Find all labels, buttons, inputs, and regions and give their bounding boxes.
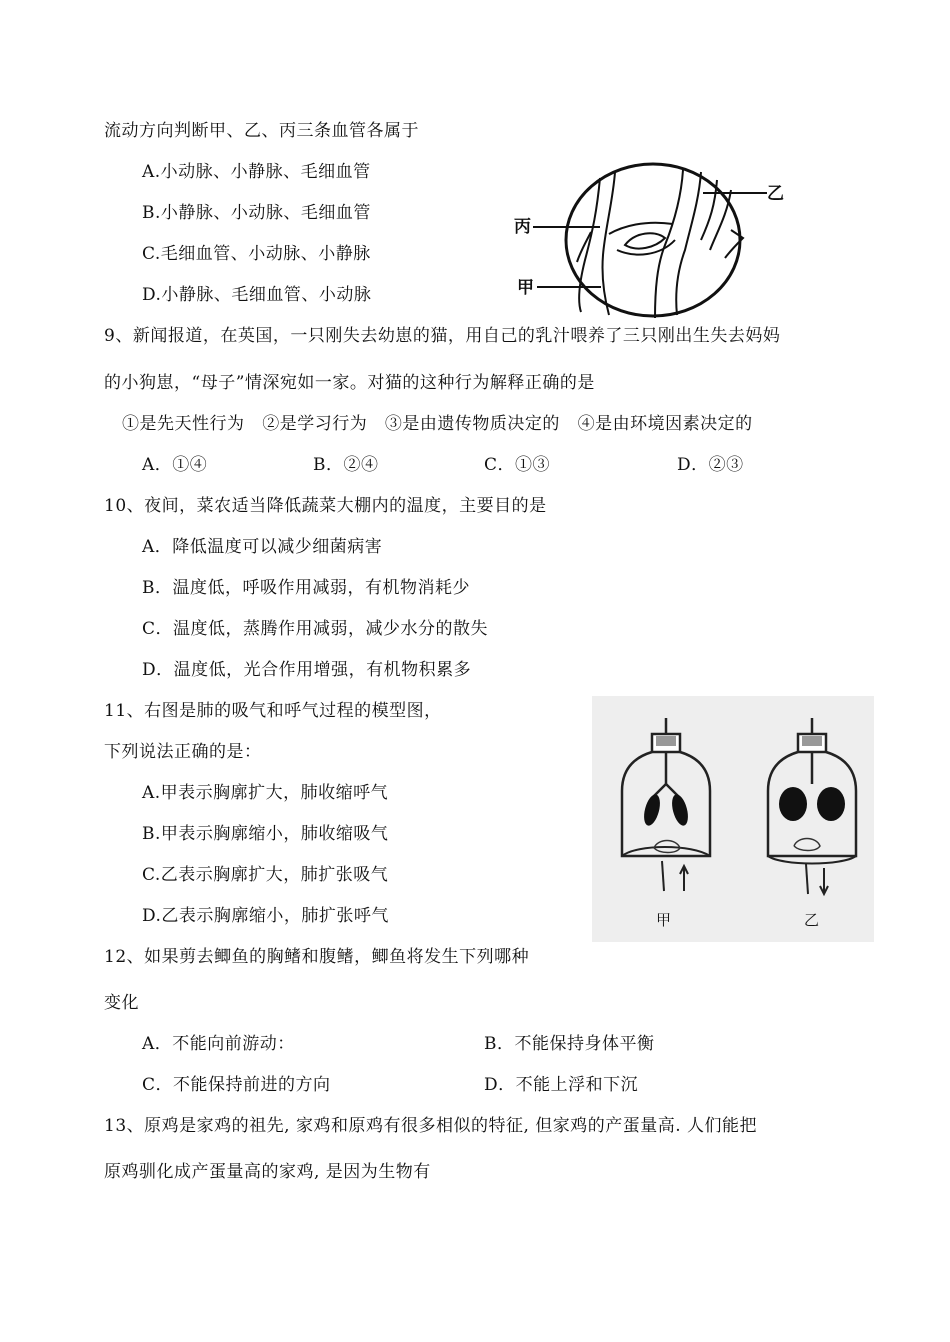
q9-statements: ①是先天性行为 ②是学习行为 ③是由遗传物质决定的 ④是由环境因素决定的 <box>122 414 753 434</box>
q12-option-c: C．不能保持前进的方向 <box>142 1075 331 1095</box>
q12-stem-line1: 12、如果剪去鲫鱼的胸鳍和腹鳍，鲫鱼将发生下列哪种 <box>104 947 530 967</box>
q11-option-a: A.甲表示胸廓扩大，肺收缩呼气 <box>142 783 389 803</box>
q9-option-c: C．①③ <box>484 455 551 475</box>
jar-yi <box>768 718 856 856</box>
lung-model-drawing <box>592 696 874 942</box>
q12-option-d: D．不能上浮和下沉 <box>484 1075 639 1095</box>
q9-stem-line2: 的小狗崽，“母子”情深宛如一家。对猫的这种行为解释正确的是 <box>104 373 595 393</box>
q11-option-c: C.乙表示胸廓扩大，肺扩张吸气 <box>142 865 389 885</box>
blood-vessel-figure <box>505 160 795 320</box>
q10-option-b: B．温度低，呼吸作用减弱，有机物消耗少 <box>142 578 470 598</box>
q10-option-c: C．温度低，蒸腾作用减弱，减少水分的散失 <box>142 619 489 639</box>
q8-option-c: C.毛细血管、小动脉、小静脉 <box>142 244 371 264</box>
q12-stem-line2: 变化 <box>104 993 139 1013</box>
q12-option-a: A．不能向前游动： <box>142 1034 295 1054</box>
label-jia-jar: 甲 <box>656 911 672 929</box>
label-jia-vessel: 甲 <box>517 278 535 298</box>
q10-option-d: D．温度低，光合作用增强，有机物积累多 <box>142 660 472 680</box>
q11-stem-line1: 11、右图是肺的吸气和呼气过程的模型图， <box>104 701 442 721</box>
q9-option-d: D．②③ <box>677 455 744 475</box>
q8-option-d: D.小静脉、毛细血管、小动脉 <box>142 285 372 305</box>
label-bing-vessel: 丙 <box>514 217 532 237</box>
lung-model-figure <box>592 696 874 942</box>
q9-option-b: B．②④ <box>313 455 379 475</box>
q11-option-d: D.乙表示胸廓缩小，肺扩张呼气 <box>142 906 389 926</box>
q11-option-b: B.甲表示胸廓缩小，肺收缩吸气 <box>142 824 389 844</box>
q8-stem: 流动方向判断甲、乙、丙三条血管各属于 <box>104 121 419 141</box>
jar-jia <box>622 718 710 856</box>
q10-stem: 10、夜间，菜农适当降低蔬菜大棚内的温度，主要目的是 <box>104 496 547 516</box>
q11-stem-line2: 下列说法正确的是： <box>104 742 262 762</box>
q8-option-a: A.小动脉、小静脉、毛细血管 <box>142 162 371 182</box>
q13-stem-line2: 原鸡驯化成产蛋量高的家鸡, 是因为生物有 <box>104 1162 431 1182</box>
q9-option-a: A．①④ <box>142 455 208 475</box>
q10-option-a: A．降低温度可以减少细菌病害 <box>142 537 383 557</box>
q12-option-b: B．不能保持身体平衡 <box>484 1034 655 1054</box>
label-yi-jar: 乙 <box>804 911 820 929</box>
q13-stem-line1: 13、原鸡是家鸡的祖先, 家鸡和原鸡有很多相似的特征, 但家鸡的产蛋量高. 人们能把 <box>104 1116 758 1136</box>
q9-stem-line1: 9、新闻报道，在英国，一只刚失去幼崽的猫，用自己的乳汁喂养了三只刚出生失去妈妈 <box>104 326 781 346</box>
label-yi-vessel: 乙 <box>767 184 785 204</box>
q8-option-b: B.小静脉、小动脉、毛细血管 <box>142 203 371 223</box>
